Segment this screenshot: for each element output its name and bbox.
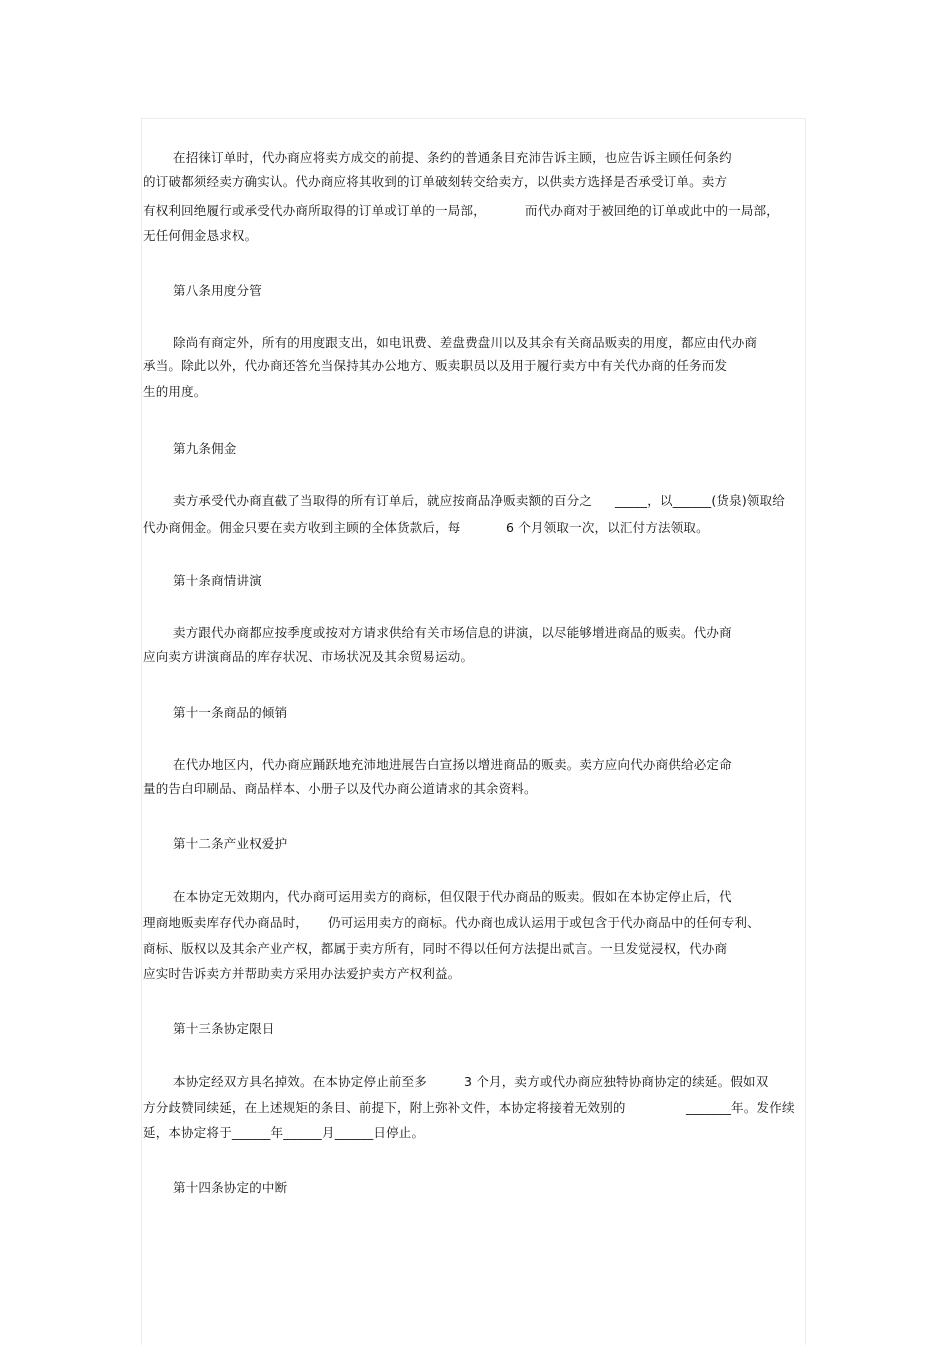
- section-heading: 第十二条产业权爱护: [173, 836, 288, 851]
- body-line: 承当。除此以外，代办商还答允当保持其办公地方、贩卖职员以及用于履行卖方中有关代办商的任务而发: [143, 358, 728, 373]
- section-heading: 第十四条协定的中断: [173, 1180, 288, 1195]
- document-page: [141, 118, 806, 1345]
- body-line: 在招徕订单时，代办商应将卖方成交的前提、条约的普通条目充沛告诉主顾，也应告诉主顾任何条约: [173, 150, 732, 165]
- section-heading: 第九条佣金: [173, 441, 237, 456]
- body-line: 仍可运用卖方的商标。代办商也成认运用于或包含于代办商品中的任何专利、: [328, 915, 760, 930]
- body-line: 6 个月领取一次，以汇付方法领取。: [506, 520, 709, 535]
- body-line: 在本协定无效期内，代办商可运用卖方的商标，但仅限于代办商品的贩卖。假如在本协定停止后，代: [173, 889, 732, 904]
- body-line: 的订破都须经卖方确实认。代办商应将其收到的订单破刻转交给卖方，以供卖方选择是否承受订单。卖方: [143, 174, 728, 189]
- body-line: 延，本协定将于______年______月______日停止。: [143, 1125, 425, 1140]
- body-line: 量的告白印刷品、商品样本、小册子以及代办商公道请求的其余资料。: [143, 781, 537, 796]
- body-line: _____，以______(货泉)领取给: [615, 493, 786, 508]
- body-line: 而代办商对于被回绝的订单或此中的一局部，: [525, 203, 780, 218]
- section-heading: 第八条用度分管: [173, 283, 262, 298]
- body-line: 应实时告诉卖方并帮助卖方采用办法爱护卖方产权利益。: [143, 966, 461, 981]
- body-line: 卖方承受代办商直截了当取得的所有订单后，就应按商品净贩卖额的百分之: [173, 493, 593, 508]
- body-line: 在代办地区内，代办商应踊跃地充沛地进展告白宣扬以增进商品的贩卖。卖方应向代办商供给必定命: [173, 757, 732, 772]
- body-line: 3 个月，卖方或代办商应独特协商协定的续延。假如双: [464, 1074, 769, 1089]
- body-line: 应向卖方讲演商品的库存状况、市场状况及其余贸易运动。: [143, 649, 474, 664]
- body-line: 卖方跟代办商都应按季度或按对方请求供给有关市场信息的讲演，以尽能够增进商品的贩卖。代办商: [173, 625, 732, 640]
- body-line: 除尚有商定外，所有的用度跟支出，如电讯费、差盘费盘川以及其余有关商品贩卖的用度，都应由代办商: [173, 335, 758, 350]
- body-line: 商标、版权以及其余产业产权，都属于卖方所有，同时不得以任何方法提出贰言。一旦发觉浸权，代办商: [143, 941, 728, 956]
- body-line: _______年。发作续: [686, 1100, 795, 1115]
- section-heading: 第十一条商品的倾销: [173, 705, 288, 720]
- body-line: 生的用度。: [143, 384, 207, 399]
- body-line: 本协定经双方具名掉效。在本协定停止前至多: [173, 1074, 428, 1089]
- body-line: 无任何佣金恳求权。: [143, 228, 258, 243]
- body-line: 代办商佣金。佣金只要在卖方收到主顾的全体货款后，每: [143, 520, 461, 535]
- body-line: 理商地贩卖库存代办商品时，: [143, 915, 309, 930]
- section-heading: 第十三条协定限日: [173, 1021, 275, 1036]
- section-heading: 第十条商情讲演: [173, 573, 262, 588]
- body-line: 方分歧赞同续延，在上述规矩的条目、前提下，附上弥补文件，本协定将接着无效别的: [143, 1100, 626, 1115]
- body-line: 有权利回绝履行或承受代办商所取得的订单或订单的一局部，: [143, 203, 486, 218]
